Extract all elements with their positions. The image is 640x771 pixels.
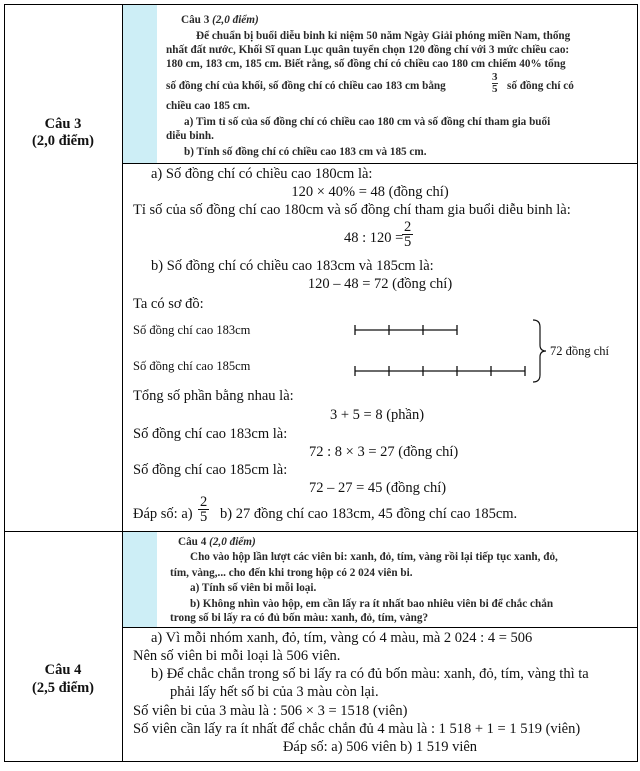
q3-ratio-fraction bbox=[402, 220, 413, 249]
table-border-right bbox=[637, 4, 638, 762]
q3-problem-line-4a: số đồng chí của khối, số đồng chí có chiều cao 183 cm bằng bbox=[166, 80, 446, 92]
q4-solution-line-1: a) Vì mỗi nhóm xanh, đỏ, tím, vàng có 4 màu, mà 2 024 : 4 = 506 bbox=[151, 630, 533, 646]
diagram-brace bbox=[533, 320, 546, 382]
q3-problem-part-b: b) Tính số đồng chí có chiều cao 183 cm và 185 cm. bbox=[184, 146, 427, 158]
q3-problem-line-3: 180 cm, 183 cm, 185 cm. Biết rằng, số đồng chí có chiều cao 180 cm chiếm 40% tổng bbox=[166, 58, 566, 70]
q3-s185-heading: Số đồng chí cao 185cm là: bbox=[133, 462, 288, 478]
q3-problem-part-a-2: diễu binh. bbox=[166, 130, 214, 142]
q4-problem-line-1: Cho vào hộp lần lượt các viên bi: xanh, đỏ, tím, vàng rồi lại tiếp tục xanh, đỏ, bbox=[190, 551, 558, 563]
q3-s185-calc: 72 – 27 = 45 (đồng chí) bbox=[309, 480, 447, 496]
diagram-brace-label: 72 đồng chí bbox=[550, 344, 610, 358]
q3-answer-fraction bbox=[198, 495, 209, 524]
q3-points: (2,0 điểm) bbox=[31, 133, 94, 149]
q4-problem-points: (2,0 điểm) bbox=[209, 536, 256, 548]
q3-problem-fraction bbox=[492, 72, 498, 95]
q3-a-calc: 120 × 40% = 48 (đồng chí) bbox=[291, 184, 449, 200]
q3-problem-line-2: nhất đất nước, Khối Sĩ quan Lục quân tuyển chọn 120 đồng chí với 3 mức chiều cao: bbox=[166, 44, 570, 56]
row-divider-q4-problem bbox=[122, 627, 638, 628]
problem-strip-q3 bbox=[123, 5, 157, 163]
q3-label: Câu 3 bbox=[44, 116, 82, 132]
q4-problem-part-b-2: trong số bi lấy ra có đủ bốn màu: xanh, đỏ, tím, vàng? bbox=[170, 612, 429, 624]
q4-label: Câu 4 bbox=[44, 662, 82, 678]
q4-problem-heading bbox=[178, 536, 256, 549]
row-divider-q3-q4 bbox=[4, 531, 638, 532]
diagram-row2-bar bbox=[355, 366, 525, 376]
q3-b-calc: 120 – 48 = 72 (đồng chí) bbox=[307, 276, 453, 292]
q3-problem-fraction-num: 3 bbox=[492, 71, 498, 83]
q3-ratio-expr: 48 : 120 = bbox=[344, 230, 404, 246]
q3-ratio-den: 5 bbox=[404, 234, 412, 250]
q4-problem-part-b-1: b) Không nhìn vào hộp, em cần lấy ra ít nhất bao nhiêu viên bi để chắc chắn bbox=[190, 598, 554, 610]
q4-problem-part-a: a) Tính số viên bi mỗi loại. bbox=[190, 582, 317, 594]
q4-solution-answer: Đáp số: a) 506 viên b) 1 519 viên bbox=[282, 739, 478, 755]
q3-s183-heading: Số đồng chí cao 183cm là: bbox=[133, 426, 288, 442]
q3-b-heading: b) Số đồng chí có chiều cao 183cm và 185cm là: bbox=[151, 258, 434, 274]
q3-ratio-num: 2 bbox=[404, 219, 412, 235]
q3-total-calc: 3 + 5 = 8 (phần) bbox=[330, 407, 425, 423]
q3-answer-b: b) 27 đồng chí cao 183cm, 45 đồng chí cao 185cm. bbox=[220, 506, 518, 522]
q4-solution-line-4: phải lấy hết số bi của 3 màu còn lại. bbox=[170, 684, 379, 700]
diagram-row1-bar bbox=[355, 325, 457, 335]
q4-points: (2,5 điểm) bbox=[31, 680, 94, 696]
q3-answer-den: 5 bbox=[200, 509, 208, 525]
diagram-row1-label: Số đồng chí cao 183cm bbox=[133, 323, 251, 337]
q3-problem-line-1: Để chuẩn bị buổi diễu binh kỉ niệm 50 năm Ngày Giải phóng miền Nam, thống bbox=[196, 30, 571, 42]
q4-solution-line-3: b) Để chắc chắn trong số bi lấy ra có đủ bốn màu: xanh, đỏ, tím, vàng thì ta bbox=[151, 666, 589, 682]
q3-s183-calc: 72 : 8 × 3 = 27 (đồng chí) bbox=[309, 444, 459, 460]
q4-solution-line-2: Nên số viên bi mỗi loại là 506 viên. bbox=[133, 648, 341, 664]
q3-problem-line-4b: số đồng chí có bbox=[507, 80, 574, 92]
table-border-bottom bbox=[4, 761, 638, 762]
q3-answer-a: Đáp số: a) bbox=[133, 506, 193, 522]
diagram-row2-label: Số đồng chí cao 185cm bbox=[133, 359, 251, 373]
q4-problem-title: Câu 4 bbox=[178, 536, 207, 548]
problem-strip-q4 bbox=[123, 532, 157, 627]
q3-ratio-text: Tỉ số của số đồng chí cao 180cm và số đồng chí tham gia buổi diễu binh là: bbox=[133, 202, 571, 218]
q3-problem-fraction-den: 5 bbox=[492, 83, 498, 95]
q3-problem-line-5: chiều cao 185 cm. bbox=[166, 100, 250, 112]
q3-answer-num: 2 bbox=[200, 494, 208, 510]
q3-problem-points: (2,0 điểm) bbox=[212, 14, 259, 26]
table-border-top bbox=[4, 4, 638, 5]
q3-problem-title: Câu 3 bbox=[181, 14, 210, 26]
q4-solution-line-5: Số viên bi của 3 màu là : 506 × 3 = 1518 (viên) bbox=[133, 703, 408, 719]
q3-problem-part-a-1: a) Tìm tỉ số của số đồng chí có chiều cao 180 cm và số đồng chí tham gia buổi bbox=[184, 116, 551, 128]
segment-diagram bbox=[340, 315, 550, 385]
q3-a-heading: a) Số đồng chí có chiều cao 180cm là: bbox=[151, 166, 373, 182]
q3-problem-heading bbox=[181, 14, 259, 27]
row-divider-q3-problem bbox=[122, 163, 638, 164]
q4-problem-line-2: tím, vàng,... cho đến khi trong hộp có 2 024 viên bi. bbox=[170, 567, 413, 579]
q4-solution-line-6: Số viên cần lấy ra ít nhất để chắc chắn đủ 4 màu là : 1 518 + 1 = 1 519 (viên) bbox=[133, 721, 581, 737]
q3-diagram-intro: Ta có sơ đồ: bbox=[133, 296, 204, 312]
q3-total-heading: Tổng số phần bằng nhau là: bbox=[133, 388, 294, 404]
